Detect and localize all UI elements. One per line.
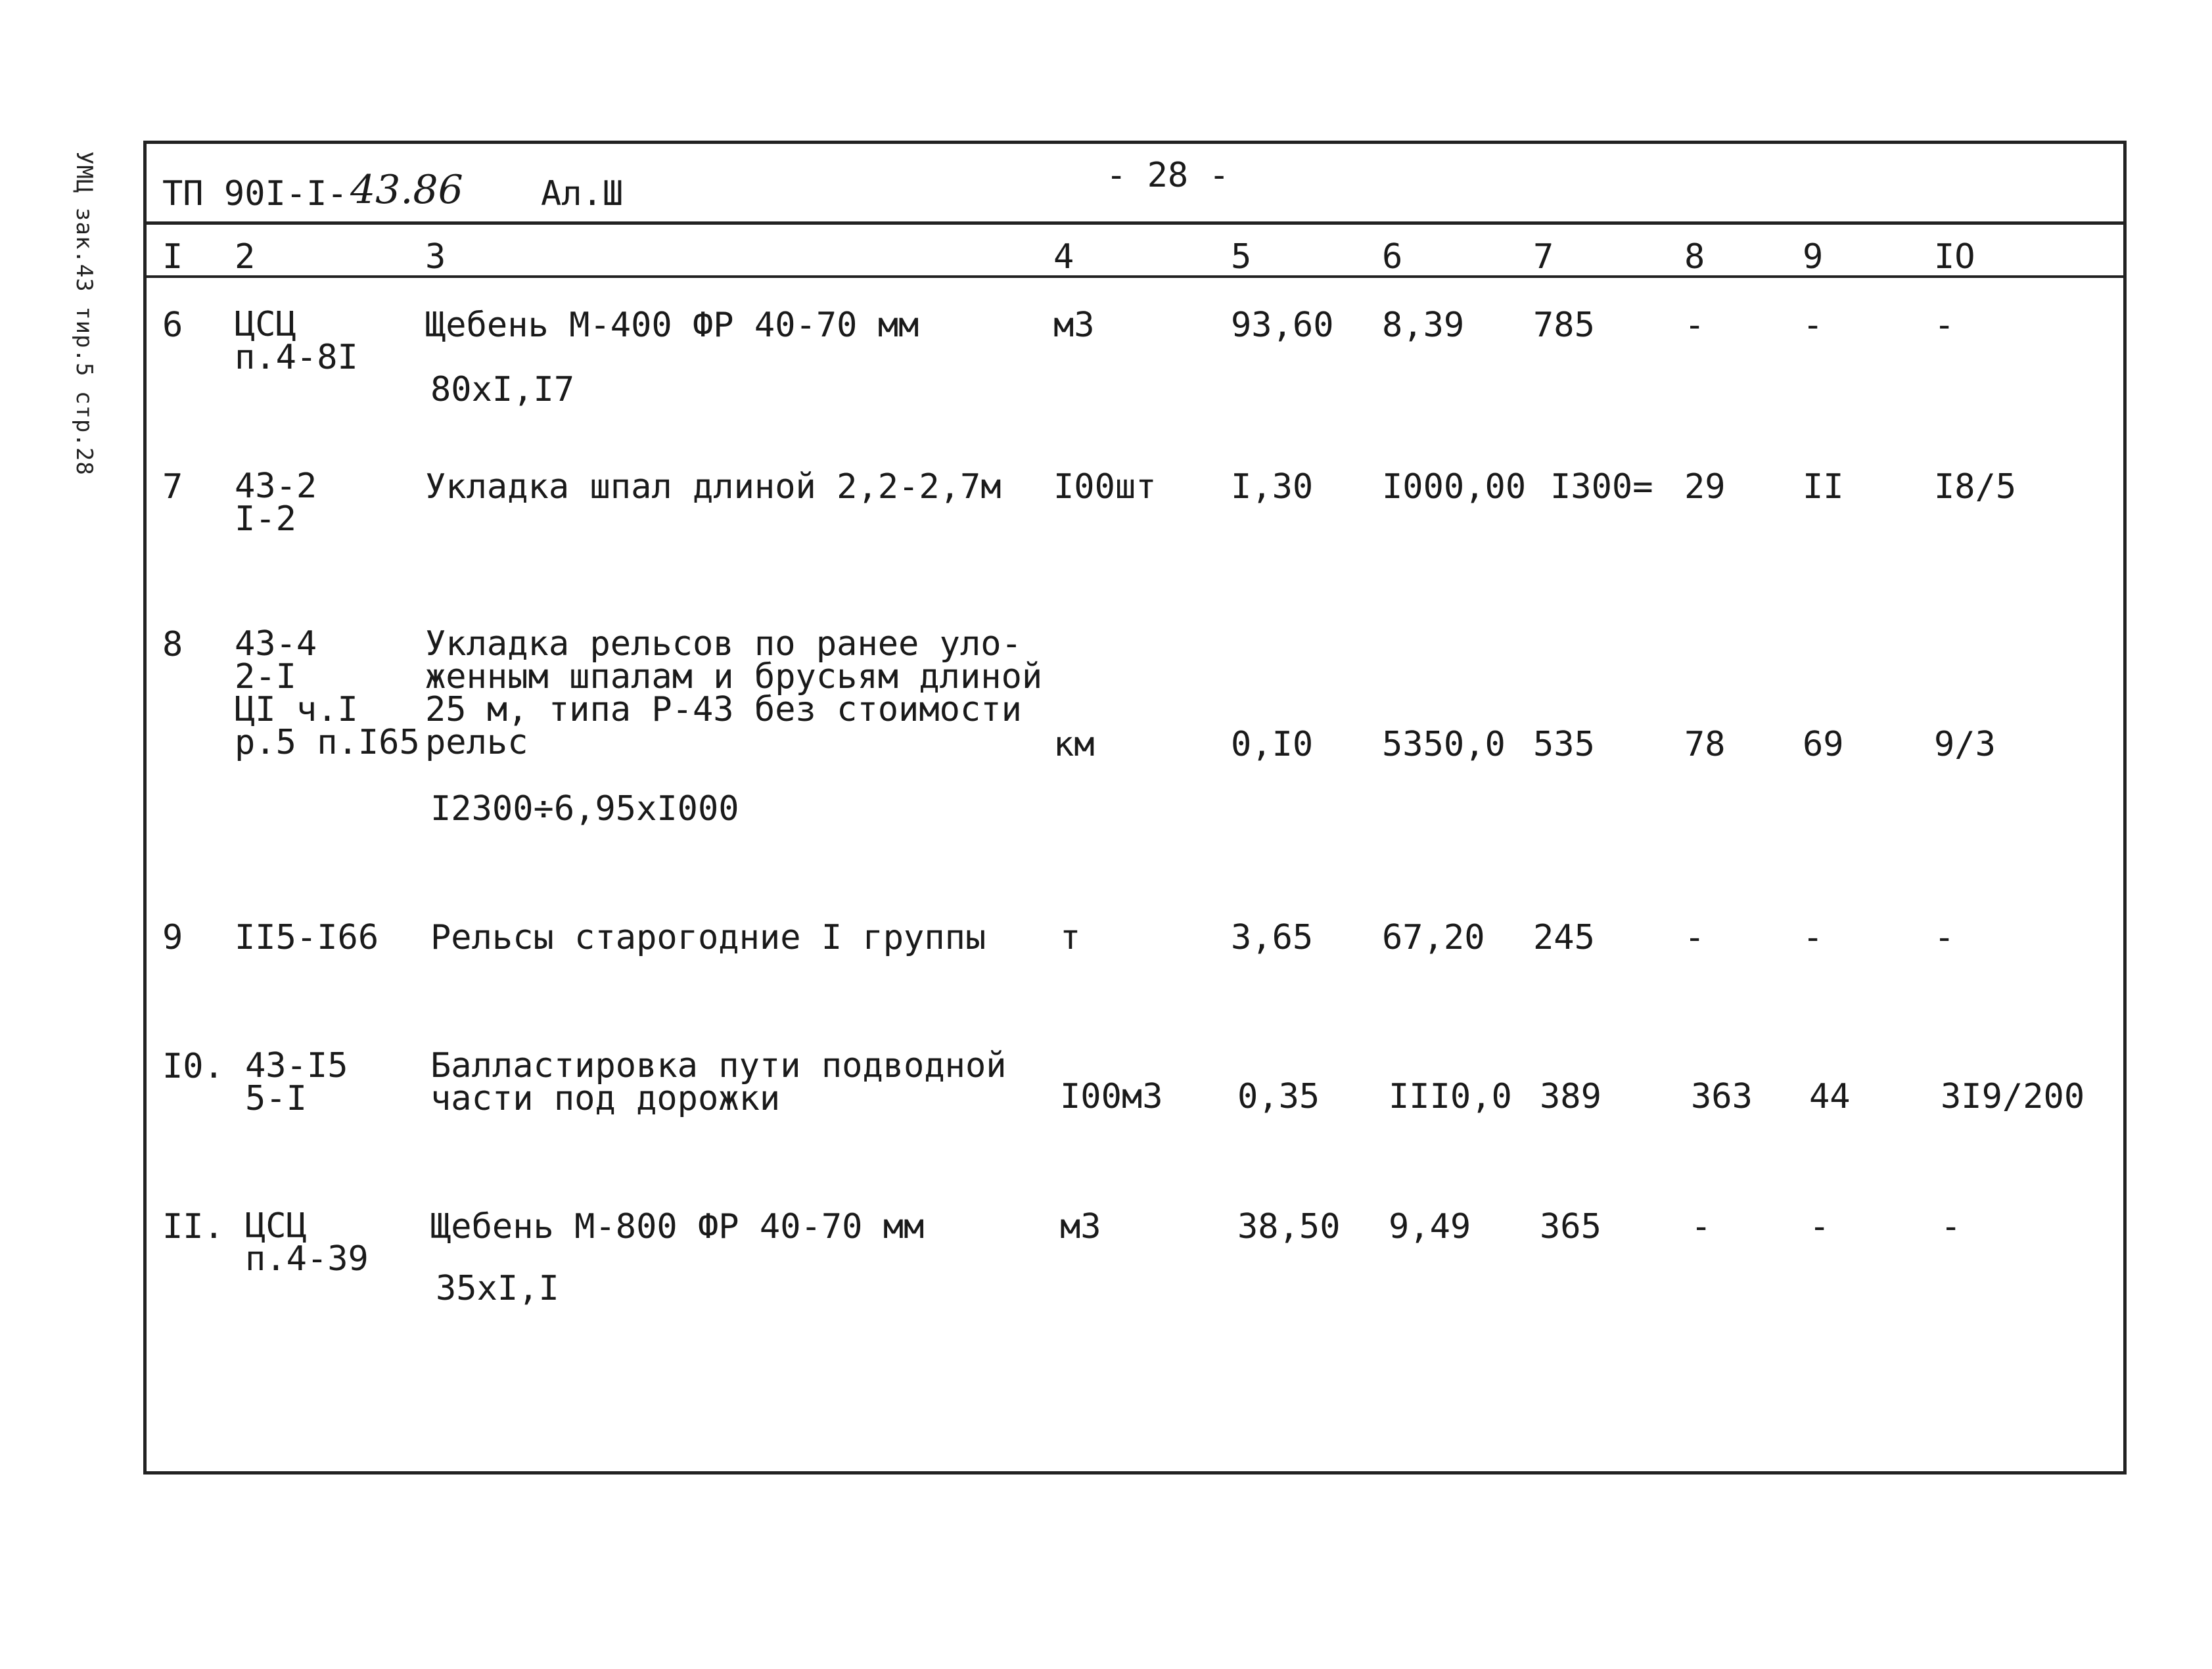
header-divider xyxy=(147,221,2123,225)
unit: м3 xyxy=(1060,1207,1101,1246)
column-header-1: I xyxy=(162,237,183,277)
total-cost: I300= xyxy=(1550,467,1653,507)
column-9-value: - xyxy=(1803,306,1824,345)
unit: I00шт xyxy=(1053,467,1157,507)
column-10-value: - xyxy=(1941,1207,1962,1246)
quantity: I,30 xyxy=(1231,467,1314,507)
doc-code-handwritten: 43.86 xyxy=(350,167,463,213)
column-8-value: - xyxy=(1691,1207,1712,1246)
column-header-10: IO xyxy=(1934,237,1975,277)
calculation: 80xI,I7 xyxy=(430,370,575,409)
column-8-value: - xyxy=(1684,306,1705,345)
column-header-2: 2 xyxy=(235,237,256,277)
unit-price: III0,0 xyxy=(1389,1077,1512,1116)
row-number: 9 xyxy=(162,918,183,957)
work-description: Укладка шпал длиной 2,2-2,7м xyxy=(425,467,1002,507)
norm-code: 43-4 2-I ЦI ч.I р.5 п.I65 xyxy=(235,624,420,762)
total-cost: 389 xyxy=(1540,1077,1601,1116)
total-cost: 535 xyxy=(1533,725,1595,764)
quantity: 3,65 xyxy=(1231,918,1314,957)
row-number: 7 xyxy=(162,467,183,507)
column-8-value: 363 xyxy=(1691,1077,1753,1116)
work-description: Балластировка пути подводной части под дорожки xyxy=(430,1046,1007,1118)
column-10-value: 3I9/200 xyxy=(1941,1077,2085,1116)
unit-price: I000,00 xyxy=(1382,467,1527,507)
quantity: 38,50 xyxy=(1237,1207,1341,1246)
calculation: I2300÷6,95xI000 xyxy=(430,789,739,829)
column-8-value: 29 xyxy=(1684,467,1726,507)
calculation: 35xI,I xyxy=(436,1269,559,1308)
quantity: 93,60 xyxy=(1231,306,1334,345)
side-note: УМЦ зак.43 тир.5 стр.28 xyxy=(71,151,97,476)
column-9-value: - xyxy=(1803,918,1824,957)
quantity: 0,I0 xyxy=(1231,725,1314,764)
column-header-3: 3 xyxy=(425,237,446,277)
column-header-4: 4 xyxy=(1053,237,1074,277)
column-header-8: 8 xyxy=(1684,237,1705,277)
work-description: Рельсы старогодние I группы xyxy=(430,918,986,957)
column-8-value: - xyxy=(1684,918,1705,957)
row-number: I0. xyxy=(162,1047,224,1086)
column-10-value: I8/5 xyxy=(1934,467,2017,507)
unit-price: 8,39 xyxy=(1382,306,1465,345)
quantity: 0,35 xyxy=(1237,1077,1320,1116)
norm-code: II5-I66 xyxy=(235,918,379,957)
column-10-value: - xyxy=(1934,918,1955,957)
unit: I00м3 xyxy=(1060,1077,1163,1116)
column-header-divider xyxy=(147,275,2123,278)
unit-price: 9,49 xyxy=(1389,1207,1471,1246)
total-cost: 245 xyxy=(1533,918,1595,957)
column-10-value: 9/3 xyxy=(1934,725,1996,764)
column-header-6: 6 xyxy=(1382,237,1403,277)
unit: км xyxy=(1053,725,1095,764)
total-cost: 365 xyxy=(1540,1207,1601,1246)
table-frame xyxy=(143,141,2127,1475)
column-header-9: 9 xyxy=(1803,237,1824,277)
row-number: 8 xyxy=(162,625,183,664)
unit: т xyxy=(1060,918,1081,957)
column-9-value: 44 xyxy=(1809,1077,1851,1116)
unit-price: 5350,0 xyxy=(1382,725,1506,764)
unit-price: 67,20 xyxy=(1382,918,1485,957)
column-9-value: II xyxy=(1803,467,1844,507)
page-number: - 28 - xyxy=(1106,156,1230,195)
row-number: II. xyxy=(162,1207,224,1246)
row-number: 6 xyxy=(162,306,183,345)
column-10-value: - xyxy=(1934,306,1955,345)
doc-code-prefix: ТП 90I-I- xyxy=(162,174,348,214)
norm-code: ЦСЦ п.4-39 xyxy=(245,1206,369,1279)
unit: м3 xyxy=(1053,306,1095,345)
norm-code: 43-2 I-2 xyxy=(235,467,317,539)
column-9-value: - xyxy=(1809,1207,1830,1246)
album-label: Ал.Ш xyxy=(541,174,624,214)
column-header-7: 7 xyxy=(1533,237,1554,277)
column-9-value: 69 xyxy=(1803,725,1844,764)
norm-code: 43-I5 5-I xyxy=(245,1046,348,1118)
column-8-value: 78 xyxy=(1684,725,1726,764)
work-description: Укладка рельсов по ранее уло- женным шпалам и брусьям длиной 25 м, типа Р-43 без стоимости рельс xyxy=(425,624,1043,762)
total-cost: 785 xyxy=(1533,306,1595,345)
column-header-5: 5 xyxy=(1231,237,1252,277)
work-description: Щебень М-400 ФР 40-70 мм xyxy=(425,306,919,345)
work-description: Щебень М-800 ФР 40-70 мм xyxy=(430,1207,925,1246)
norm-code: ЦСЦ п.4-8I xyxy=(235,305,358,377)
